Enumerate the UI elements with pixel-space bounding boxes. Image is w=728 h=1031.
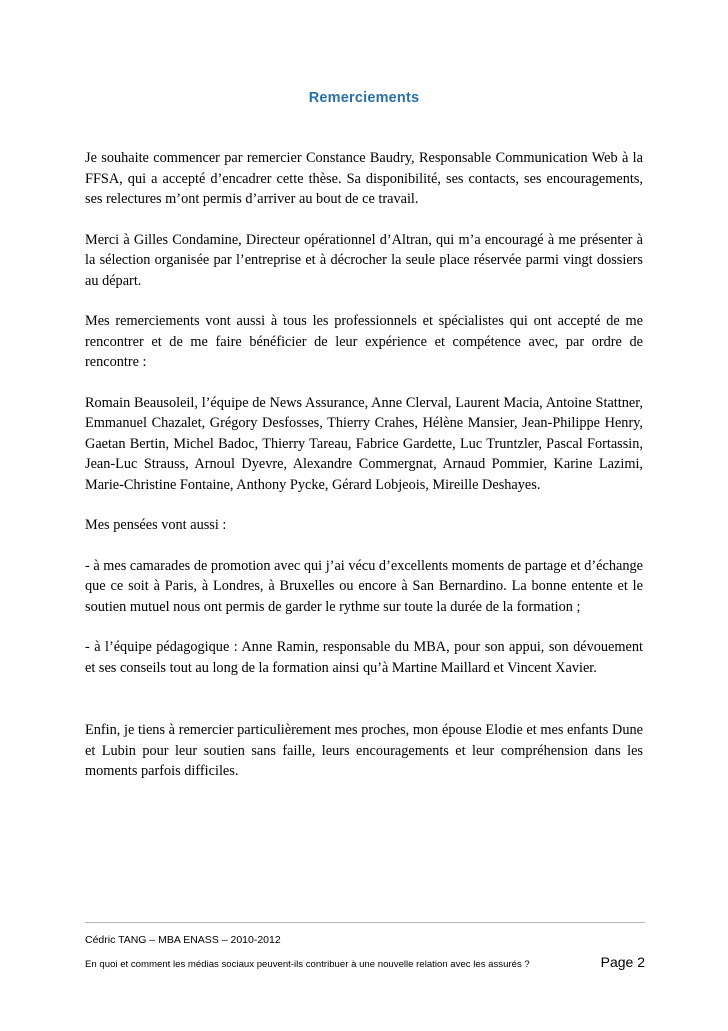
body-text xyxy=(85,148,643,802)
paragraph-thoughts-intro: Mes pensées vont aussi : xyxy=(85,517,227,533)
paragraph-names-list: Romain Beausoleil, l’équipe de News Assurance, Anne Clerval, Laurent Macia, Antoine Stattner, Emmanuel Chazalet, Grégory Desfosses, Thierry Crahes, Hélène Mansier, Jean-Philippe Henry, Gaetan Bertin, Michel Badoc, Thierry Tareau, Fabrice Gardette, Luc Truntzler, Pascal Fortassin, Jean-Luc Strauss, Arnoul Dyevre, Alexandre Commergnat, Arnaud Pommier, Karine Lazimi, Marie-Christine Fontaine, Anthony Pycke, Gérard Lobjeois, Mireille Deshayes. xyxy=(85,394,643,493)
paragraph-thanks-condamine: Merci à Gilles Condamine, Directeur opérationnel d’Altran, qui m’a encouragé à me présenter à la sélection organisée par l’entreprise et à décrocher la seule place réservée parmi vingt dossiers au départ. xyxy=(85,231,643,289)
footer-author: Cédric TANG – MBA ENASS – 2010-2012 xyxy=(85,934,281,946)
paragraph-classmates: - à mes camarades de promotion avec qui j’ai vécu d’excellents moments de partage et d’échange que ce soit à Paris, à Londres, à Bruxelles ou encore à San Bernardino. La bonne entente et le soutien mutuel nous ont permis de garder le rythme sur toute la durée de la formation ; xyxy=(85,557,643,615)
page-title: Remerciements xyxy=(308,90,420,106)
page-number: Page 2 xyxy=(600,954,645,970)
paragraph-thanks-baudry: Je souhaite commencer par remercier Constance Baudry, Responsable Communication Web à la FFSA, qui a accepté d’encadrer cette thèse. Sa disponibilité, ses contacts, ses encouragements, ses relectures m’ont permis d’arriver au bout de ce travail. xyxy=(85,150,643,207)
footer-subject: En quoi et comment les médias sociaux peuvent-ils contribuer à une nouvelle relation avec les assurés ? xyxy=(85,959,530,970)
paragraph-teaching-team: - à l’équipe pédagogique : Anne Ramin, responsable du MBA, pour son appui, son dévouement et ses conseils tout au long de la formation ainsi qu’à Martine Maillard et Vincent Xavier. xyxy=(85,639,643,676)
page-footer xyxy=(85,922,645,971)
paragraph-thanks-professionals: Mes remerciements vont aussi à tous les professionnels et spécialistes qui ont accepté de me rencontrer et de me faire bénéficier de leur expérience et compétence avec, par ordre de rencontre : xyxy=(85,313,643,370)
paragraph-family: Enfin, je tiens à remercier particulièrement mes proches, mon épouse Elodie et mes enfants Dune et Lubin pour leur soutien sans faille, leurs encouragements et leur compréhension dans les moments parfois difficiles. xyxy=(85,722,643,779)
footer-row xyxy=(85,954,645,971)
